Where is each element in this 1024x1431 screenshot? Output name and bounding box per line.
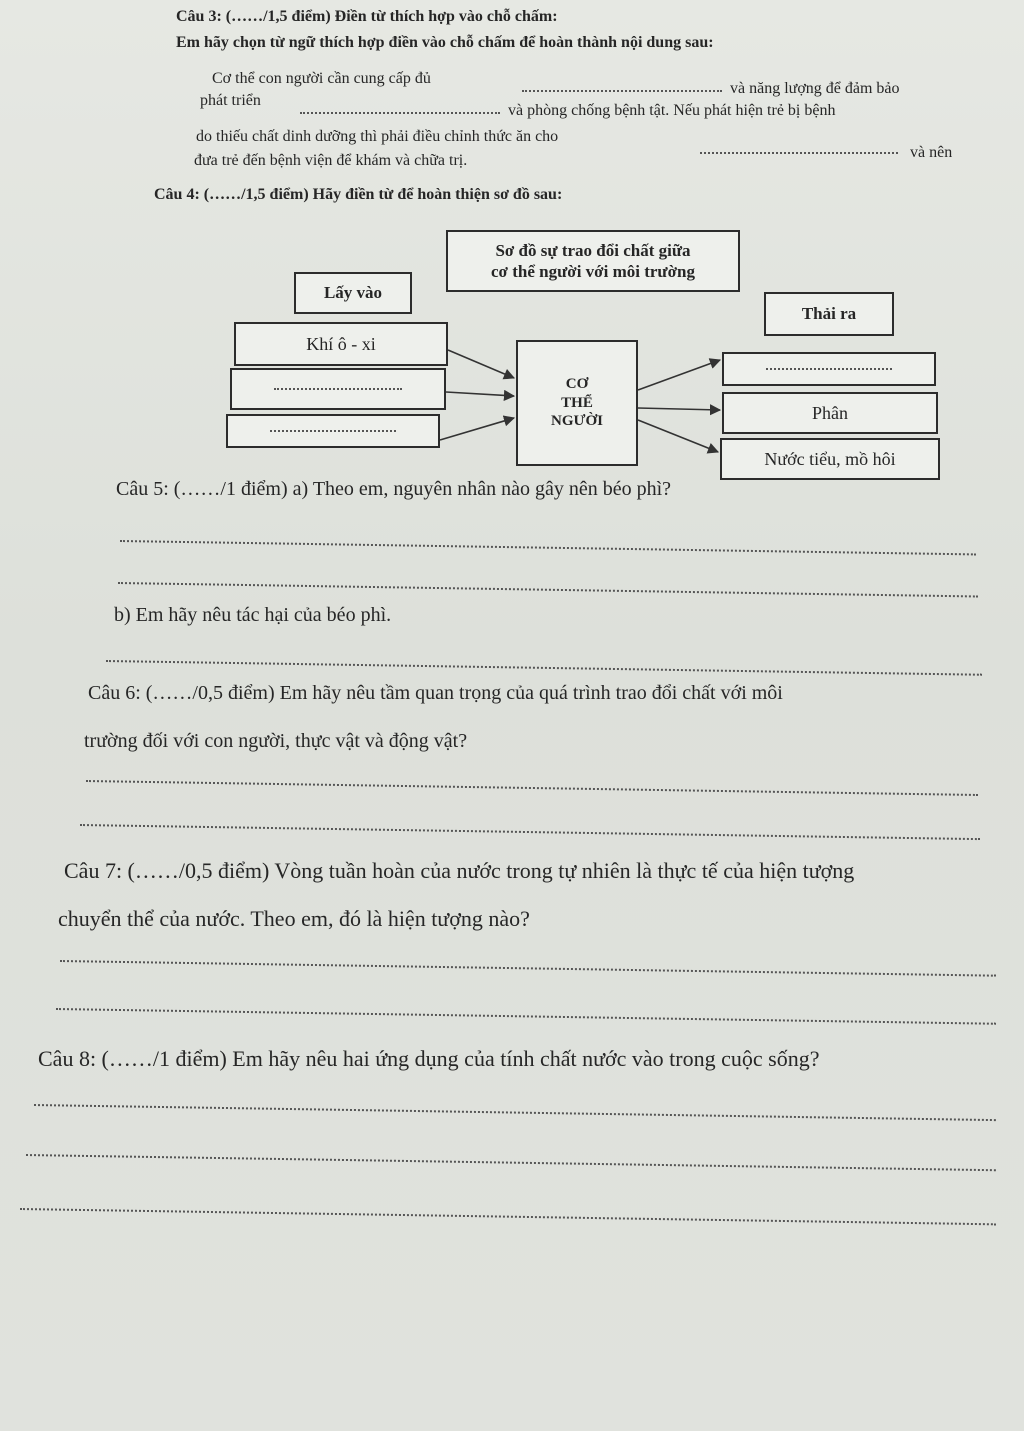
q3-title: Câu 3: (……/1,5 điểm) Điền từ thích hợp vào chỗ chấm:	[176, 8, 558, 25]
q4-title: Câu 4: (……/1,5 điểm) Hãy điền từ để hoàn thiện sơ đồ sau:	[154, 186, 563, 203]
q3-line2-end: và phòng chống bệnh tật. Nếu phát hiện trẻ bị bệnh	[508, 102, 836, 119]
q3-line3-end: và nên	[910, 144, 953, 161]
q7-title-cont: chuyển thể của nước. Theo em, đó là hiện tượng nào?	[58, 906, 530, 931]
diagram-heading-line2: cơ thể người với môi trường	[491, 262, 695, 281]
output-label: Thải ra	[801, 304, 857, 324]
q3-instruction: Em hãy chọn từ ngữ thích hợp điền vào chỗ chấm để hoàn thành nội dung sau:	[176, 34, 714, 51]
q3-line1-end: và năng lượng để đảm bảo	[730, 80, 900, 97]
q3-line1-start: Cơ thể con người cần cung cấp đủ	[212, 70, 431, 87]
output-item-3: Nước tiểu, mồ hôi	[764, 448, 896, 469]
output-item-2: Phân	[812, 402, 848, 423]
q3-line2-start: phát triển	[200, 92, 261, 109]
q5-part-b: b) Em hãy nêu tác hại của béo phì.	[114, 604, 392, 626]
q5-title: Câu 5: (……/1 điểm) a) Theo em, nguyên nhân nào gây nên béo phì?	[116, 478, 672, 500]
q8-title: Câu 8: (……/1 điểm) Em hãy nêu hai ứng dụng của tính chất nước vào trong cuộc sống?	[38, 1046, 820, 1071]
intake-item-1: Khí ô - xi	[306, 333, 376, 354]
q3-line4: đưa trẻ đến bệnh viện để khám và chữa trị.	[194, 152, 468, 169]
body-line2: THỂ	[561, 394, 593, 411]
intake-label: Lấy vào	[323, 283, 383, 303]
arrow-intake-3	[440, 418, 514, 440]
arrow-intake-2	[446, 392, 514, 396]
q3-line3-start: do thiếu chất dinh dưỡng thì phải điều chỉnh thức ăn cho	[196, 128, 559, 145]
q7-title: Câu 7: (……/0,5 điểm) Vòng tuần hoàn của nước trong tự nhiên là thực tế của hiện tượng	[64, 858, 855, 883]
body-line1: CƠ	[565, 375, 589, 392]
arrow-intake-1	[448, 350, 514, 378]
body-line3: NGƯỜI	[551, 413, 603, 430]
diagram-heading-line1: Sơ đồ sự trao đổi chất giữa	[495, 240, 691, 260]
arrow-output-1	[638, 360, 720, 390]
arrow-output-2	[638, 408, 720, 410]
q6-title: Câu 6: (……/0,5 điểm) Em hãy nêu tầm quan trọng của quá trình trao đổi chất với môi	[88, 682, 783, 704]
arrow-output-3	[638, 420, 718, 452]
q6-title-cont: trường đối với con người, thực vật và động vật?	[84, 730, 468, 752]
